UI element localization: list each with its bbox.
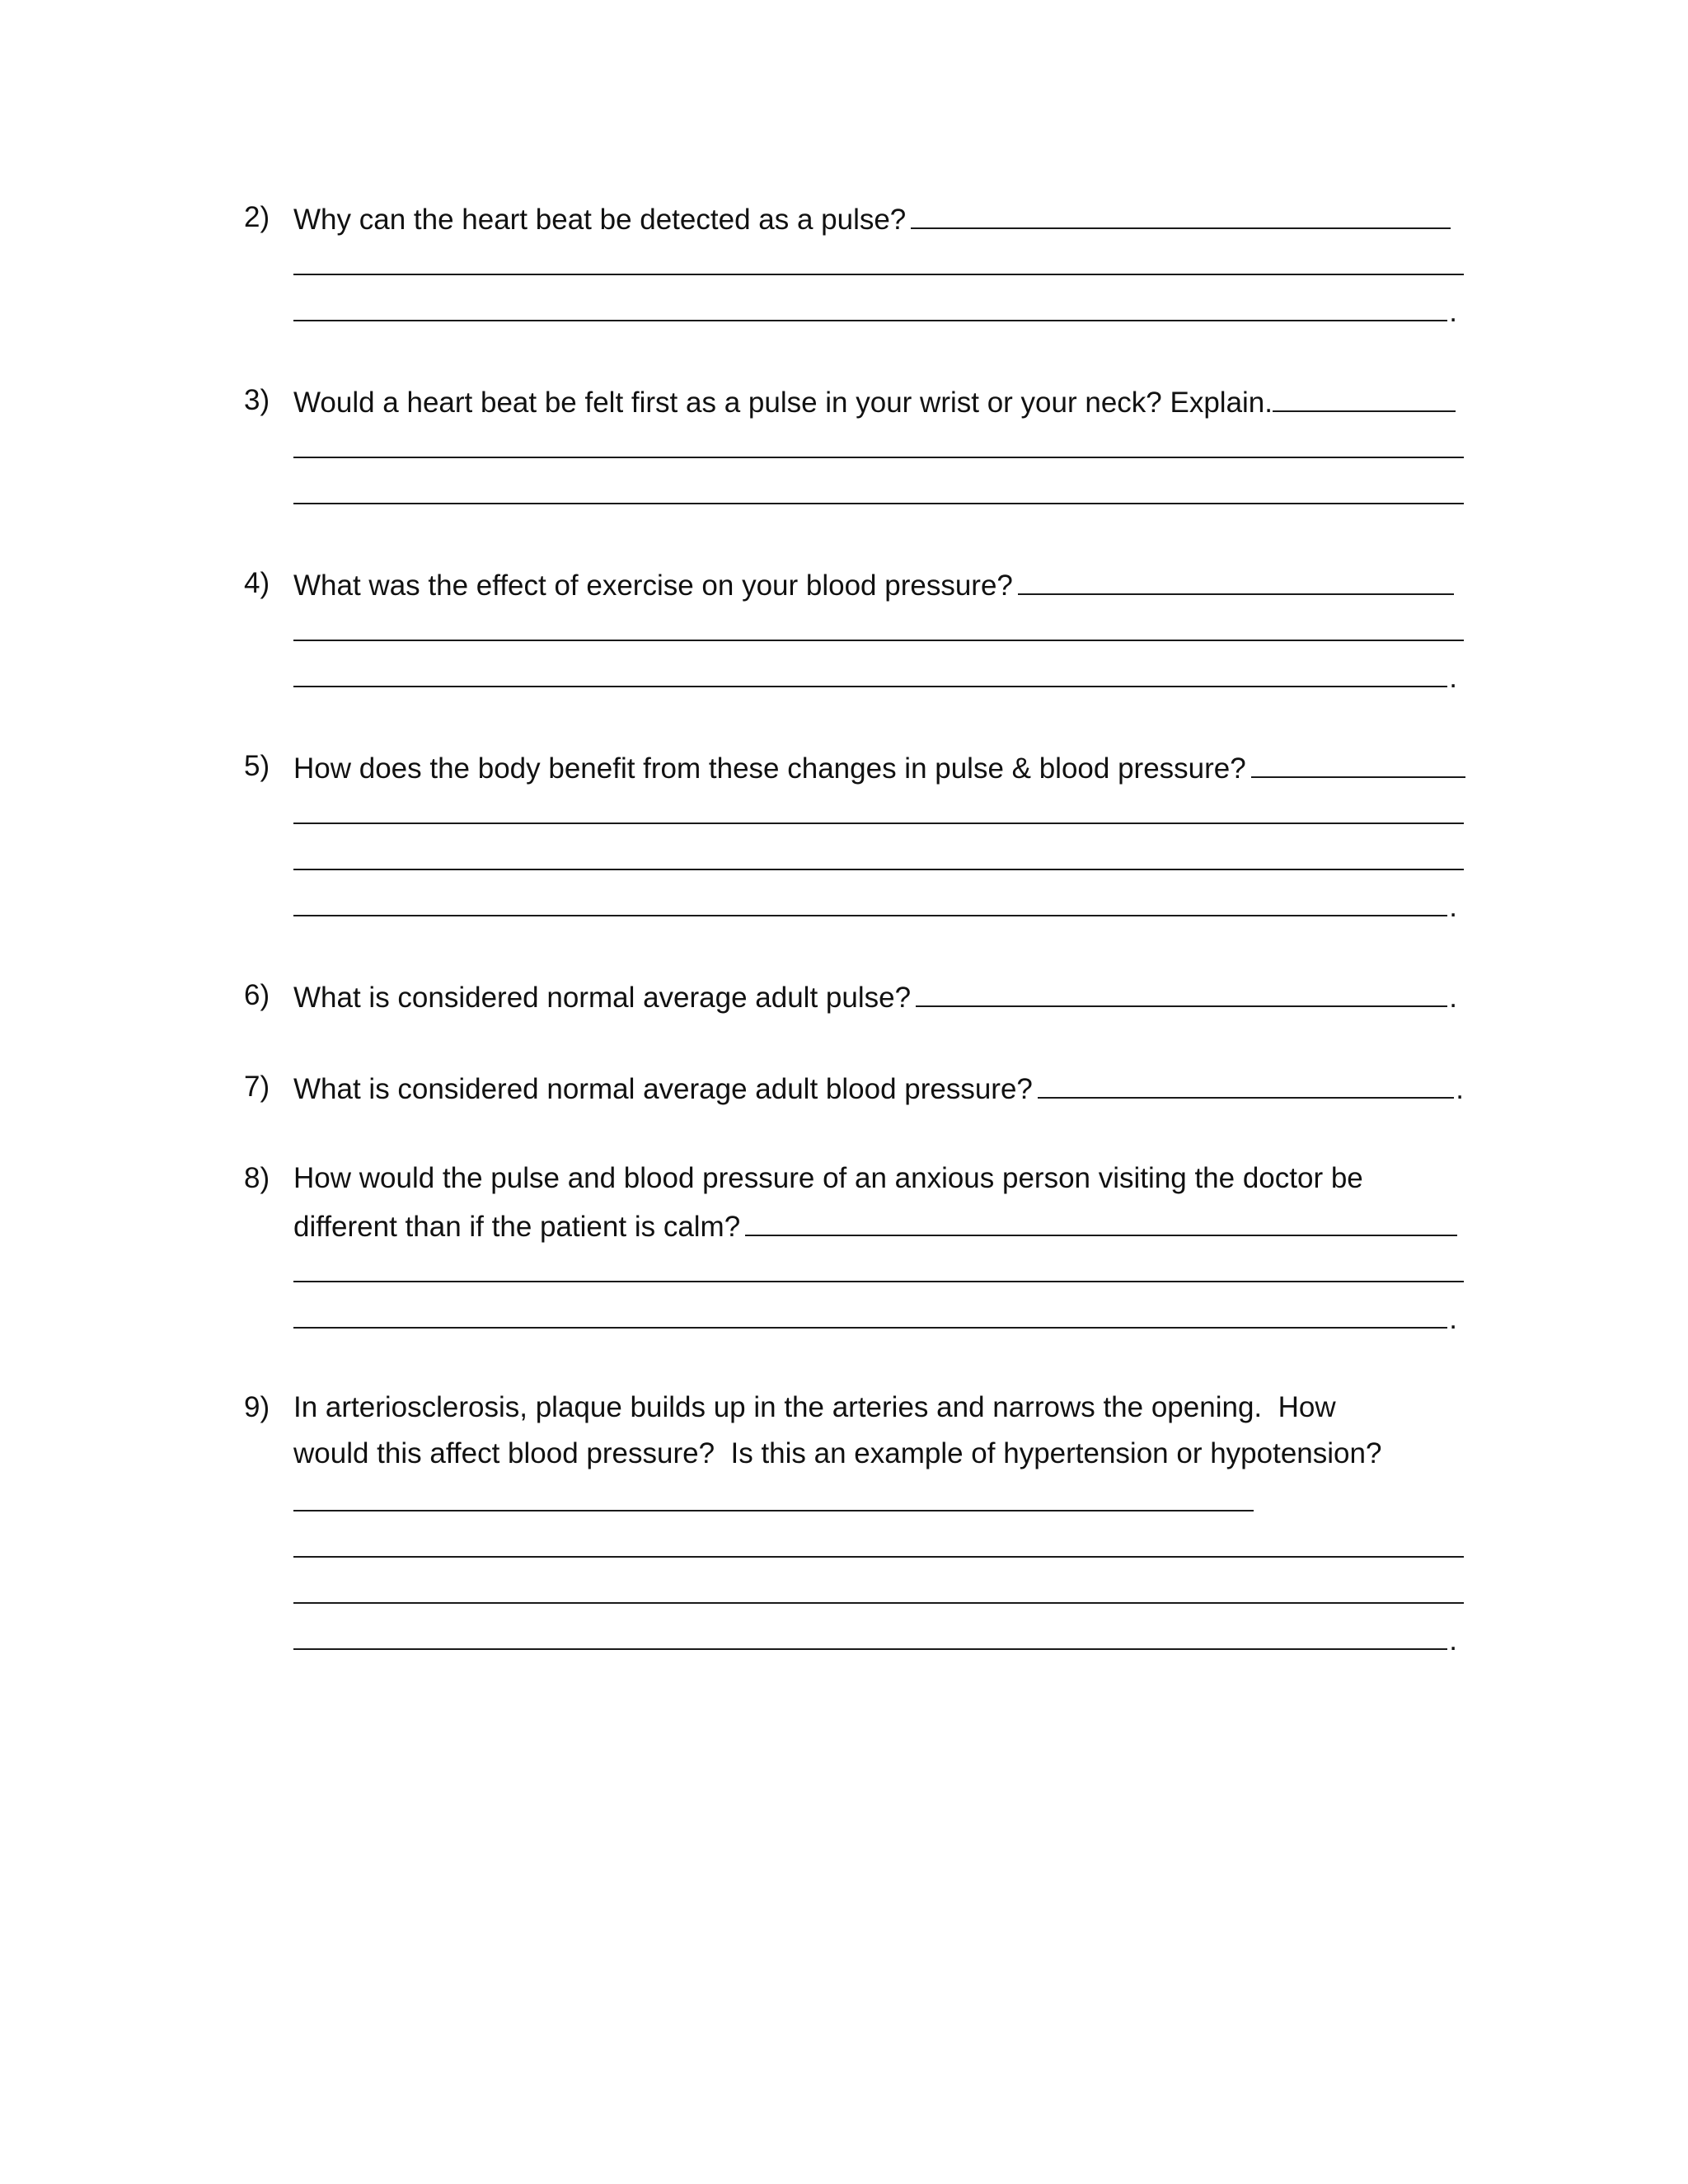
period-mark: . [1456, 1073, 1464, 1105]
answer-line[interactable] [293, 287, 1457, 335]
question-text: different than if the patient is calm? [293, 1211, 741, 1243]
answer-line[interactable] [293, 1294, 1457, 1343]
answer-line[interactable] [293, 1569, 1464, 1604]
answer-blank[interactable] [293, 790, 1464, 824]
question-number: 4) [244, 567, 270, 599]
period-mark: . [1449, 1303, 1457, 1335]
answer-line[interactable] [293, 424, 1464, 458]
question-text: What was the effect of exercise on your blood pressure? [293, 569, 1013, 602]
question-text: Why can the heart beat be detected as a pulse? [293, 204, 907, 236]
answer-blank[interactable] [293, 653, 1447, 687]
question-prompt-line [293, 194, 1451, 243]
answer-blank[interactable] [293, 836, 1464, 870]
answer-blank[interactable] [1018, 560, 1454, 595]
answer-blank[interactable] [293, 882, 1447, 916]
answer-blank[interactable] [293, 424, 1464, 458]
question-number: 8) [244, 1162, 270, 1194]
question-number: 3) [244, 384, 270, 416]
period-mark: . [1449, 982, 1457, 1014]
period-mark: . [1449, 296, 1457, 328]
answer-line[interactable] [293, 1477, 1464, 1511]
question-number: 7) [244, 1071, 270, 1103]
period-mark: . [1449, 1624, 1457, 1657]
period-mark: . [1449, 662, 1457, 694]
question-number: 2) [244, 201, 270, 233]
question-prompt-line [293, 1155, 1464, 1202]
question-prompt-line [293, 1064, 1464, 1113]
question-text: Would a heart beat be felt first as a pulse in your wrist or your neck? Explain. [293, 387, 1273, 419]
answer-blank[interactable] [293, 241, 1464, 275]
answer-blank[interactable] [293, 1477, 1254, 1511]
answer-line[interactable] [293, 653, 1457, 701]
answer-line[interactable] [293, 1248, 1464, 1282]
answer-line[interactable] [293, 882, 1457, 930]
answer-blank[interactable] [916, 972, 1447, 1007]
answer-line[interactable] [293, 470, 1464, 504]
question-prompt-line [293, 1431, 1464, 1477]
question-prompt-line [293, 1202, 1457, 1250]
answer-blank[interactable] [1273, 377, 1456, 412]
question-number: 6) [244, 979, 270, 1011]
answer-blank[interactable] [293, 1569, 1464, 1604]
answer-blank[interactable] [911, 194, 1451, 229]
answer-blank[interactable] [293, 1523, 1464, 1558]
answer-line[interactable] [293, 241, 1464, 275]
answer-blank[interactable] [1038, 1064, 1454, 1099]
answer-blank[interactable] [293, 1248, 1464, 1282]
answer-blank[interactable] [293, 287, 1447, 321]
question-number: 5) [244, 750, 270, 782]
period-mark: . [1449, 891, 1457, 923]
question-prompt-line [293, 972, 1457, 1021]
answer-line[interactable] [293, 1523, 1464, 1558]
answer-blank[interactable] [293, 1294, 1447, 1329]
question-text: would this affect blood pressure? Is this an example of hypertension or hypotension? [293, 1437, 1382, 1469]
answer-blank[interactable] [293, 607, 1464, 641]
answer-blank[interactable] [745, 1202, 1457, 1236]
question-text: How would the pulse and blood pressure of an anxious person visiting the doctor be [293, 1162, 1363, 1194]
question-text: What is considered normal average adult blood pressure? [293, 1073, 1033, 1105]
question-prompt-line [293, 1385, 1464, 1431]
answer-blank[interactable] [293, 1615, 1447, 1650]
question-text: In arteriosclerosis, plaque builds up in the arteries and narrows the opening. How [293, 1391, 1336, 1423]
answer-line[interactable] [293, 607, 1464, 641]
question-number: 9) [244, 1391, 270, 1423]
question-text: What is considered normal average adult pulse? [293, 982, 912, 1014]
question-prompt-line [293, 560, 1454, 609]
answer-blank[interactable] [293, 470, 1464, 504]
question-prompt-line [293, 377, 1456, 426]
answer-blank[interactable] [1251, 743, 1465, 778]
question-prompt-line [293, 743, 1465, 792]
answer-line[interactable] [293, 790, 1464, 824]
question-text: How does the body benefit from these changes in pulse & blood pressure? [293, 752, 1246, 785]
answer-line[interactable] [293, 1615, 1457, 1664]
answer-line[interactable] [293, 836, 1464, 870]
